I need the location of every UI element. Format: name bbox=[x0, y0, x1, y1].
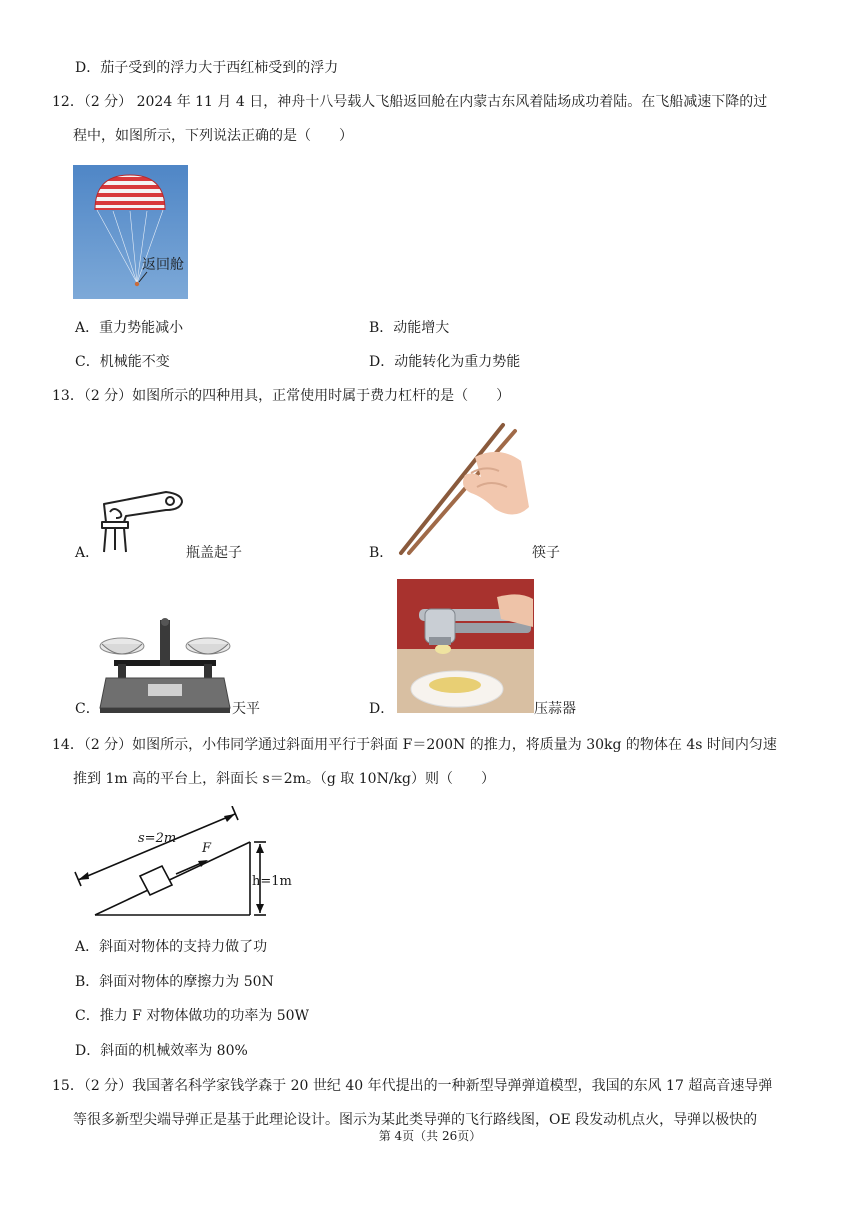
q13-option-a-letter: A． bbox=[75, 545, 100, 561]
q12-option-d: D．动能转化为重力势能 bbox=[369, 354, 521, 370]
q12-option-a: A．重力势能减小 bbox=[75, 320, 184, 336]
capsule-label: 返回舱 bbox=[142, 257, 184, 273]
garlic-press-image bbox=[397, 579, 534, 713]
q14-stem-line1: 14．（2 分）如图所示，小伟同学通过斜面用平行于斜面 F＝200N 的推力，将质量为 30kg 的物体在 4s 时间内匀速 bbox=[52, 737, 777, 753]
q13-option-a-label: 瓶盖起子 bbox=[186, 545, 242, 561]
incline-diagram bbox=[70, 806, 300, 918]
q14-option-d: D．斜面的机械效率为 80% bbox=[75, 1043, 248, 1059]
q14-stem-line2: 推到 1m 高的平台上，斜面长 s＝2m。（g 取 10N/kg）则（ ） bbox=[73, 771, 495, 787]
q12-option-b: B．动能增大 bbox=[369, 320, 450, 336]
parachute-image bbox=[73, 165, 188, 299]
page-footer: 第 4页（共 26页） bbox=[378, 1129, 482, 1143]
chopsticks-image bbox=[395, 417, 535, 557]
bottle-opener-image bbox=[96, 488, 188, 558]
q15-stem-line1: 15．（2 分）我国著名科学家钱学森于 20 世纪 40 年代提出的一种新型导弹弹道模型，我国的东风 17 超高音速导弹 bbox=[52, 1078, 773, 1094]
q15-stem-line2: 等很多新型尖端导弹正是基于此理论设计。图示为某此类导弹的飞行路线图，OE 段发动机点火，导弹以极快的 bbox=[73, 1112, 758, 1128]
q13-option-c-letter: C． bbox=[75, 701, 100, 717]
incline-slope bbox=[95, 842, 250, 915]
q12-stem-line1: 12．（2 分） 2024 年 11 月 4 日，神舟十八号载人飞船返回舱在内蒙古东风着陆场成功着陆。在飞船减速下降的过 bbox=[52, 94, 768, 110]
q13-option-b-letter: B． bbox=[369, 545, 394, 561]
q13-option-d-label: 压蒜器 bbox=[534, 701, 576, 717]
q12-option-c: C．机械能不变 bbox=[75, 354, 170, 370]
q14-option-a: A．斜面对物体的支持力做了功 bbox=[75, 939, 268, 955]
q13-option-d-letter: D． bbox=[369, 701, 395, 717]
q12-stem-line2: 程中，如图所示，下列说法正确的是（ ） bbox=[73, 128, 353, 144]
q13-option-c-label: 天平 bbox=[232, 701, 260, 717]
q13-stem: 13．（2 分）如图所示的四种用具，正常使用时属于费力杠杆的是（ ） bbox=[52, 388, 511, 404]
q11-option-d: D．茄子受到的浮力大于西红柿受到的浮力 bbox=[75, 60, 339, 76]
balance-scale-image bbox=[96, 612, 234, 716]
q14-option-b: B．斜面对物体的摩擦力为 50N bbox=[75, 974, 274, 990]
slope-length-label: s=2m bbox=[138, 831, 177, 846]
q13-option-b-label: 筷子 bbox=[532, 545, 560, 561]
height-label: h=1m bbox=[252, 874, 292, 889]
q14-option-c: C．推力 F 对物体做功的功率为 50W bbox=[75, 1008, 309, 1024]
force-label: F bbox=[202, 841, 212, 856]
